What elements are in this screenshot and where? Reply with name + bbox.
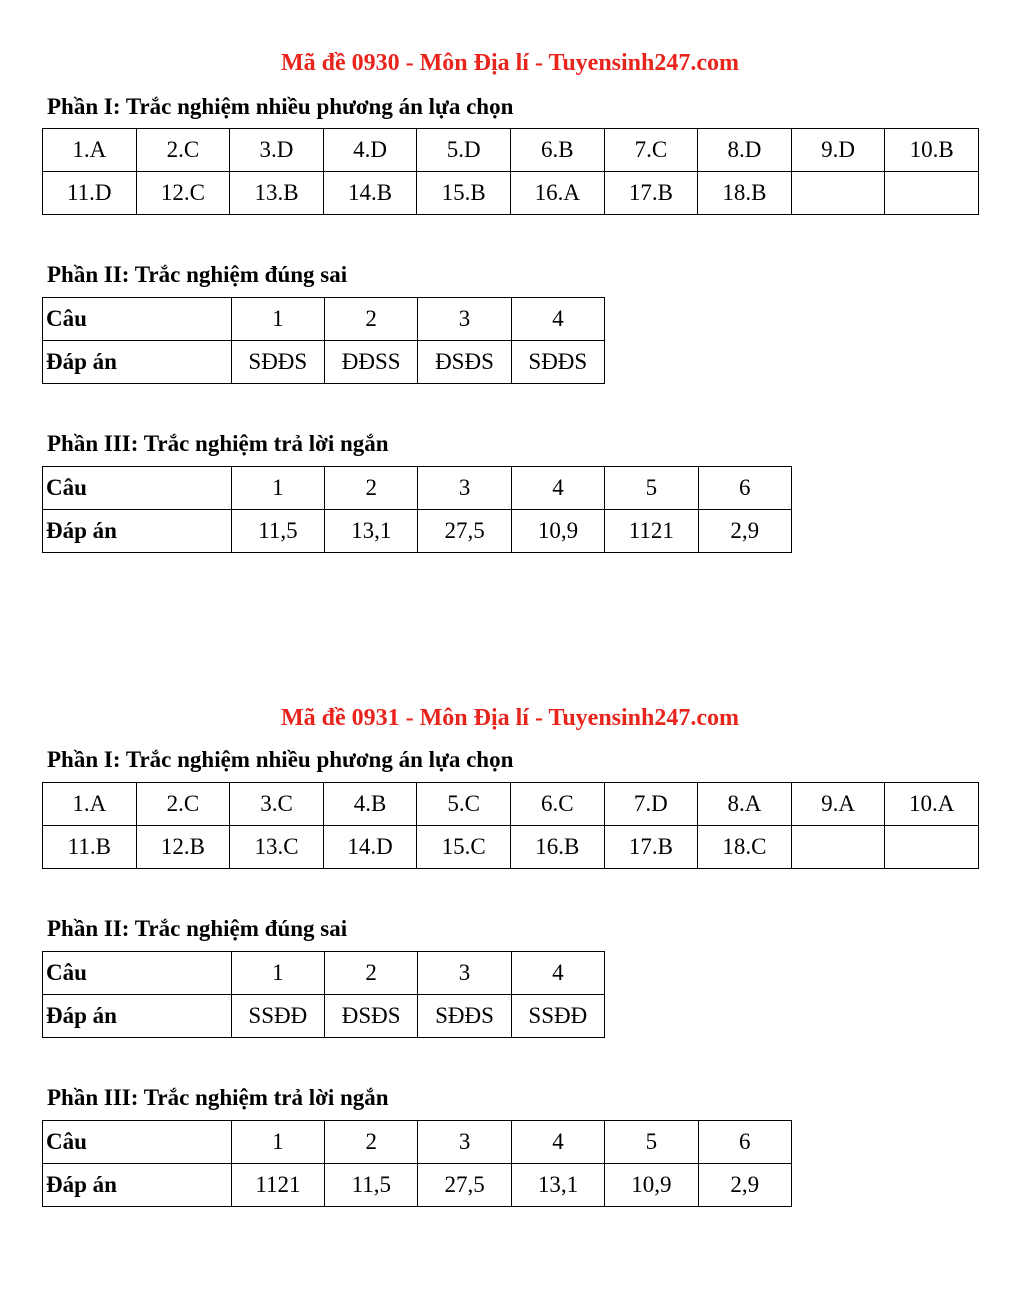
answer-cell: 10,9 — [511, 510, 604, 553]
answer-cell: 8.A — [698, 783, 792, 826]
answer-cell: 1.A — [43, 783, 137, 826]
answer-cell: SSĐĐ — [511, 995, 604, 1038]
exam-title: Mã đề 0931 - Môn Địa lí - Tuyensinh247.com — [280, 705, 740, 731]
question-cell: 4 — [511, 952, 604, 995]
answer-cell: 27,5 — [418, 1164, 511, 1207]
answer-cell: 9.A — [791, 783, 885, 826]
answer-cell: 1121 — [605, 510, 698, 553]
table-row — [43, 783, 979, 826]
answer-cell: ĐSĐS — [324, 995, 417, 1038]
row-label: Đáp án — [43, 1164, 232, 1207]
answer-cell — [885, 826, 979, 869]
question-cell: 2 — [324, 952, 417, 995]
question-cell: 1 — [231, 952, 324, 995]
table-row — [43, 467, 792, 510]
answer-cell — [885, 172, 979, 215]
part1-answer-table — [42, 782, 979, 869]
question-cell: 4 — [511, 1121, 604, 1164]
exam-title: Mã đề 0930 - Môn Địa lí - Tuyensinh247.com — [280, 50, 740, 76]
answer-cell: 6.B — [510, 129, 604, 172]
row-label: Câu — [43, 1121, 232, 1164]
answer-cell: 7.C — [604, 129, 698, 172]
answer-cell: SĐĐS — [418, 995, 511, 1038]
part3-heading: Phần III: Trắc nghiệm trả lời ngắn — [47, 1085, 389, 1110]
question-cell: 2 — [324, 298, 417, 341]
row-label: Câu — [43, 952, 232, 995]
answer-cell: 4.D — [323, 129, 417, 172]
answer-cell: 13,1 — [511, 1164, 604, 1207]
answer-cell: SĐĐS — [511, 341, 604, 384]
answer-cell: 7.D — [604, 783, 698, 826]
row-label: Câu — [43, 298, 232, 341]
answer-cell: 14.B — [323, 172, 417, 215]
part2-heading: Phần II: Trắc nghiệm đúng sai — [47, 916, 348, 941]
answer-cell: ĐSĐS — [418, 341, 511, 384]
question-cell: 1 — [231, 467, 324, 510]
part3-answer-table — [42, 466, 792, 553]
question-cell: 6 — [698, 1121, 791, 1164]
question-cell: 2 — [325, 1121, 418, 1164]
answer-cell: 10.A — [885, 783, 979, 826]
question-cell: 5 — [605, 467, 698, 510]
answer-cell: 5.C — [417, 783, 511, 826]
question-cell: 1 — [231, 1121, 324, 1164]
answer-cell: 16.A — [510, 172, 604, 215]
answer-cell: 13,1 — [325, 510, 418, 553]
answer-cell: SĐĐS — [231, 341, 324, 384]
question-cell: 6 — [698, 467, 791, 510]
question-cell: 1 — [231, 298, 324, 341]
answer-cell — [791, 172, 885, 215]
answer-cell: 17.B — [604, 172, 698, 215]
answer-cell: 15.B — [417, 172, 511, 215]
question-cell: 3 — [418, 467, 511, 510]
table-row — [43, 129, 979, 172]
answer-cell — [791, 826, 885, 869]
table-row — [43, 510, 792, 553]
part1-answer-table — [42, 128, 979, 215]
question-cell: 3 — [418, 952, 511, 995]
table-row — [43, 826, 979, 869]
table-row — [43, 1121, 792, 1164]
question-cell: 5 — [605, 1121, 698, 1164]
answer-cell: 3.C — [230, 783, 324, 826]
answer-cell: 8.D — [698, 129, 792, 172]
question-cell: 3 — [418, 298, 511, 341]
row-label: Đáp án — [43, 995, 232, 1038]
answer-cell: 16.B — [510, 826, 604, 869]
table-row — [43, 995, 605, 1038]
row-label: Câu — [43, 467, 232, 510]
table-row — [43, 298, 605, 341]
answer-cell: 10.B — [885, 129, 979, 172]
answer-cell: 1.A — [43, 129, 137, 172]
answer-cell: 2.C — [136, 129, 230, 172]
question-cell: 4 — [511, 298, 604, 341]
answer-cell: 5.D — [417, 129, 511, 172]
answer-cell: 12.C — [136, 172, 230, 215]
answer-cell: 18.B — [698, 172, 792, 215]
answer-cell: 27,5 — [418, 510, 511, 553]
answer-cell: 18.C — [698, 826, 792, 869]
row-label: Đáp án — [43, 341, 232, 384]
answer-cell: ĐĐSS — [324, 341, 417, 384]
row-label: Đáp án — [43, 510, 232, 553]
answer-cell: 2.C — [136, 783, 230, 826]
part1-heading: Phần I: Trắc nghiệm nhiều phương án lựa chọn — [47, 94, 514, 119]
answer-cell: 13.B — [230, 172, 324, 215]
question-cell: 3 — [418, 1121, 511, 1164]
part3-heading: Phần III: Trắc nghiệm trả lời ngắn — [47, 431, 389, 456]
question-cell: 4 — [511, 467, 604, 510]
answer-cell: 2,9 — [698, 510, 791, 553]
table-row — [43, 1164, 792, 1207]
answer-cell: 11,5 — [325, 1164, 418, 1207]
answer-cell: 1121 — [231, 1164, 324, 1207]
answer-cell: 11,5 — [231, 510, 324, 553]
answer-cell: 9.D — [791, 129, 885, 172]
answer-cell: 3.D — [230, 129, 324, 172]
table-row — [43, 172, 979, 215]
table-row — [43, 952, 605, 995]
part2-answer-table — [42, 951, 605, 1038]
answer-cell: 11.D — [43, 172, 137, 215]
answer-cell: SSĐĐ — [231, 995, 324, 1038]
answer-cell: 10,9 — [605, 1164, 698, 1207]
answer-cell: 15.C — [417, 826, 511, 869]
answer-cell: 12.B — [136, 826, 230, 869]
answer-cell: 4.B — [323, 783, 417, 826]
answer-cell: 17.B — [604, 826, 698, 869]
part2-answer-table — [42, 297, 605, 384]
question-cell: 2 — [325, 467, 418, 510]
table-row — [43, 341, 605, 384]
answer-cell: 2,9 — [698, 1164, 791, 1207]
part3-answer-table — [42, 1120, 792, 1207]
answer-cell: 6.C — [510, 783, 604, 826]
part1-heading: Phần I: Trắc nghiệm nhiều phương án lựa chọn — [47, 747, 514, 772]
answer-cell: 13.C — [230, 826, 324, 869]
answer-cell: 11.B — [43, 826, 137, 869]
part2-heading: Phần II: Trắc nghiệm đúng sai — [47, 262, 348, 287]
answer-cell: 14.D — [323, 826, 417, 869]
